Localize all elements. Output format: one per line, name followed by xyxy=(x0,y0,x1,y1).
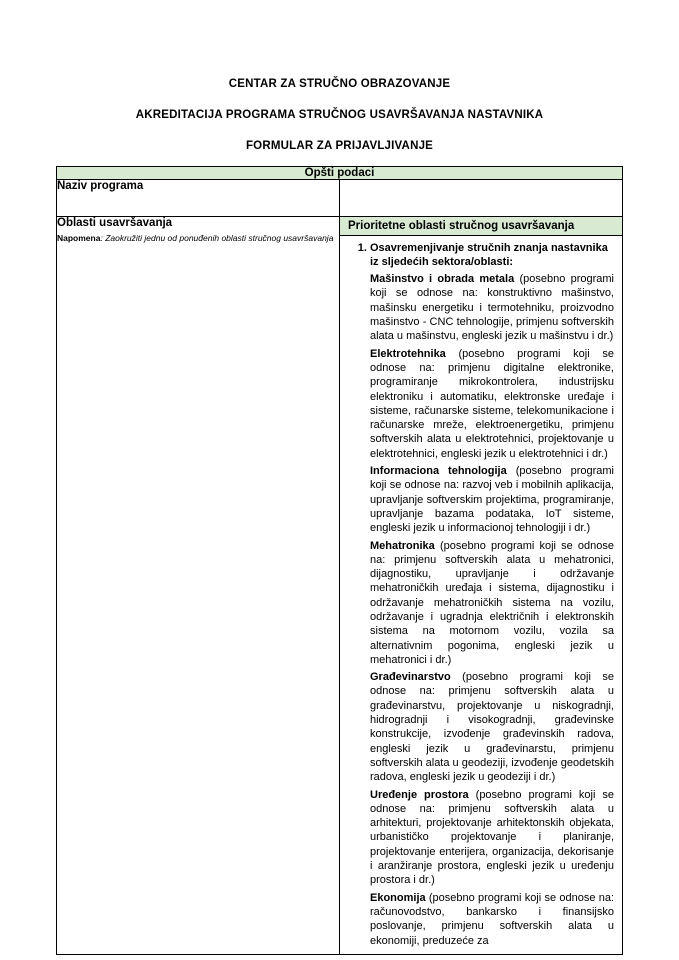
areas-label: Oblasti usavršavanja xyxy=(57,217,173,229)
area-paragraph-uredjenje-prostora xyxy=(370,788,614,888)
application-form-table xyxy=(56,166,623,955)
areas-note-bold: Napomena xyxy=(57,233,101,243)
area-text-gradjevinarstvo: (posebno programi koji se odnose na: primjenu softverskih alata u građevinarstvu, projektovanje u niskogradnji, hidrogradnji i visokogradnji, građevinske konstrukcije, izvođenje građevinskih radova, engleski jezik u građevinarstu, primjenu softverskih alata u geodeziji, izvođenje geodetskih radova, engleski jezik u geodeziji i dr.) xyxy=(370,671,614,784)
area-text-elektrotehnika: (posebno programi koji se odnose na: primjenu digitalne elektronike, programiranje mikrokontrolera, industrijsku elektroniku i automatiku, elektronske uređaje i sisteme, računarske sisteme, telekomunikacione i računarske mreže, elektroenergetiku, primjenu softverskih alata u elektrotehnici, projektovanje u elektrotehnici, engleski jezik u elektrotehnici i dr.) xyxy=(370,347,614,460)
area-paragraph-gradjevinarstvo xyxy=(370,670,614,784)
areas-label-cell xyxy=(57,217,340,955)
area-paragraph-mehatronika xyxy=(370,539,614,668)
area-term-uredjenje-prostora: Uređenje prostora xyxy=(370,788,469,801)
area-term-mehatronika: Mehatronika xyxy=(370,539,435,552)
list-item-heading: Osavremenjivanje stručnih znanja nastavnika iz sljedećih sektora/oblasti: xyxy=(370,242,608,269)
areas-value-cell xyxy=(340,217,623,955)
area-paragraph-informaciona-tehnologija xyxy=(370,464,614,535)
area-term-masinstvo: Mašinstvo i obrada metala xyxy=(370,273,515,286)
program-name-label-cell xyxy=(57,180,340,217)
program-name-input-cell[interactable] xyxy=(340,180,623,217)
area-text-ekonomija: (posebno programi koji se odnose na: računovodstvo, bankarsko i finansijsko poslovanje, primjenu softverskih alata u ekonomiji, preduzeće za xyxy=(370,891,614,947)
area-term-ekonomija: Ekonomija xyxy=(370,891,426,904)
area-text-informaciona-tehnologija: (posebno programi koji se odnose na: razvoj veb i mobilnih aplikacija, upravljanje softverskim projektima, programiranje, upravljanje bazama podataka, IoT sisteme, engleski jezik u informacionoj tehnologiji i dr.) xyxy=(370,465,614,535)
area-paragraph-masinstvo xyxy=(370,272,614,343)
program-name-label: Naziv programa xyxy=(57,180,144,192)
page-title-line-1: CENTAR ZA STRUČNO OBRAZOVANJE xyxy=(228,78,451,90)
areas-note-text: : Zaokružiti jednu od ponuđenih oblasti stručnog usavršavanja xyxy=(100,233,334,243)
area-term-informaciona-tehnologija: Informaciona tehnologija xyxy=(370,465,507,478)
priority-areas-list xyxy=(348,241,614,948)
area-text-uredjenje-prostora: (posebno programi koji se odnose na: primjenu softverskih alata u arhitekturi, projektovanje arhitektonskih objekata, urbanističko projektovanje i planiranje, projektovanje enterijera, organizacija, dekorisanje i aranžiranje prostora, engleski jezik u uređenju prostora i dr.) xyxy=(370,788,614,887)
area-term-gradjevinarstvo: Građevinarstvo xyxy=(370,671,451,684)
page-title-line-3: FORMULAR ZA PRIJAVLJIVANJE xyxy=(245,140,434,152)
page-title-line-2: AKREDITACIJA PROGRAMA STRUČNOG USAVRŠAVANJA NASTAVNIKA xyxy=(135,109,544,121)
table-row xyxy=(57,180,623,217)
priority-areas-content xyxy=(340,236,622,954)
general-info-band: Opšti podaci xyxy=(57,167,623,180)
priority-areas-band: Prioritetne oblasti stručnog usavršavanja xyxy=(340,217,622,236)
table-header-row xyxy=(57,167,623,180)
area-text-masinstvo: (posebno programi koji se odnose na: konstruktivno mašinstvo, mašinsku energetiku i termotehniku, proizvodno mašinstvo - CNC tehnologije, primjenu softverskih alata u mašinstvu, engleski jezik u mašinstvu i dr.) xyxy=(370,273,614,343)
area-text-mehatronika: (posebno programi koji se odnose na: primjenu softverskih alata u mehatronici, dijagnostiku, upravljanje i održavanje mehatroničkih uređaja i sistema, dijagnostiku i održavanje mehatroničkih sistema na vozilu, održavanje i ugradnja električnih i elektronskih sistema na motornom vozilu, vozila sa alternativnim pogonima, engleski jezik u mehatronici i dr.) xyxy=(370,539,614,666)
table-row xyxy=(57,217,623,955)
list-item[interactable] xyxy=(370,241,614,948)
area-term-elektrotehnika: Elektrotehnika xyxy=(370,347,446,360)
area-paragraph-elektrotehnika xyxy=(370,347,614,461)
area-paragraph-ekonomija xyxy=(370,891,614,948)
areas-note xyxy=(57,233,339,243)
